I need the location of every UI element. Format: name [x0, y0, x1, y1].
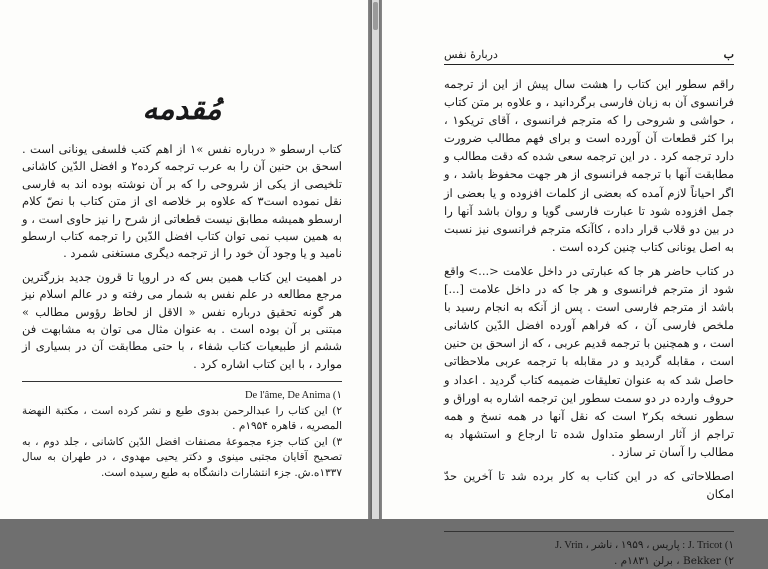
paragraph: اصطلاحاتی که در این کتاب به کار برده شد تا آخرین حدّ امکان	[444, 468, 734, 502]
running-header	[444, 48, 734, 65]
page-number: ب	[723, 48, 734, 61]
footnote: ۲) Bekker ، برلن ۱۸۳۱م .	[613, 554, 734, 567]
page-title: مُقدمه	[142, 92, 222, 127]
paragraph: کتاب ارسطو « درباره نفس »۱ از اهم کتب فلسفی یونانی است . اسحق بن حنین آن را به عرب ترجمه کرده۲ و افضل الدّین کاشانی تلخیصی از یکی از شروحی را که بر آن نوشته بوده اند به فارسی نقل نموده است۳ که علاوه بر خلاصه ای از متن کتاب با نصّ کلام ارسطو همیشه مطابق نیست قطعاتی از شرح را نیز حاوی است ، و به همین سبب نمی توان کتاب افضل الدّین را ترجمه کتاب ارسطو نامید و یا وجود آن خود را از ترجمه دیگری مستغنی شمرد .	[22, 142, 342, 261]
footnote: De l'âme, De Anima (۱	[244, 390, 342, 402]
paragraph: در کتاب حاضر هر جا که عبارتی در داخل علامت <...> واقع شود از مترجم فرانسوی و هر جا که در داخل علامت [...] باشد از مترجم فارسی است . پس از آنکه به انجام رسید با ملخص فارسی آن ، که فراهم آورده افضل الدّین کاشانی است ، و همچنین با ترجمه قدیم عربی ، که از اسحق بن حنین است ، مقابله گردید و در مقابله با ترجمه عربی ملاحظاتی حاصل شد که به عنوان تعلیقات ضمیمه کتاب گردید . اعداد و حروف وارده در دو سمت سطور این ترجمه اشاره به اوراق و سطور نسخه بکر۲ است که نقل آنها در همه نسخ و همه تراجم از آثار ارسطو متداول شده تا ارجاع و استشهاد به مطالب را آسان تر سازد .	[444, 263, 734, 459]
header-title: دربارهٔ نفس	[444, 48, 498, 61]
right-page	[382, 0, 768, 567]
footnote: ۲) این کتاب را عبدالرحمن بدوی طبع و نشر کرده است ، مکتبة النهضة المصریه ، قاهره ۱۹۵۴م .	[22, 404, 342, 433]
paragraph: راقم سطور این کتاب را هشت سال پیش از این از ترجمه فرانسوی آن به زبان فارسی برگردانید ، و علاوه بر متن کتاب ، حواشی و شروحی را که مترجم فرانسوی ، آقای تریکو۱ ، برا کثر قطعات آن آورده است و برای فهم مطالب ضرورت دارد ترجمه کرد . در این ترجمه سعی شده که دقت مطالب و مطابقت آنها با ترجمه فرانسوی از هر جهت محفوظ باشد ، و اگر احیاناً لازم آمده که بعضی از کلمات افزوده و یا بعضی از جمل افزوده شود تا عبارت فارسی گویا و روان باشد آنها را در بین دو قلاب قرار داده ، کاآنکه مترجم فرانسوی نیز نسبت به اصل یونانی کتاب چنین کرده است .	[444, 77, 734, 254]
paragraph: در اهمیت این کتاب همین بس که در اروپا تا قرون جدید بزرگترین مرجع مطالعه در علم نفس به شمار می رفته و در عالم اسلام نیز هر گونه تحقیق درباره نفس « الاقل از لحاظ رؤوس مطالب » مبتنی بر آن بوده است . به عنوان مثال می توان به مشابهت فن ششم از طبیعیات کتاب شفاء ، با حتی مطابقت آن در بسیاری از موارد ، با این کتاب اشاره کرد .	[22, 269, 342, 371]
footnote: ۳) این کتاب جزء مجموعهٔ مصنفات افضل الدّین کاشانی ، جلد دوم ، به تصحیح آقایان مجتبی مینوی و دکتر یحیی مهدوی ، در طهران به سال ۱۳۳۷ه.ش. جزء انتشارات دانشگاه به طبع رسیده است.	[22, 435, 342, 479]
vertical-scrollbar[interactable]	[372, 0, 379, 519]
footnote: J. Vrin ، پاریس ، ۱۹۵۹ ، ناشر : J. Tricot (۱	[555, 540, 734, 552]
left-page	[0, 0, 368, 519]
scrollbar-thumb[interactable]	[373, 2, 378, 30]
footnote-divider	[22, 381, 342, 382]
footnotes	[444, 531, 734, 569]
footnote-divider	[444, 531, 734, 532]
